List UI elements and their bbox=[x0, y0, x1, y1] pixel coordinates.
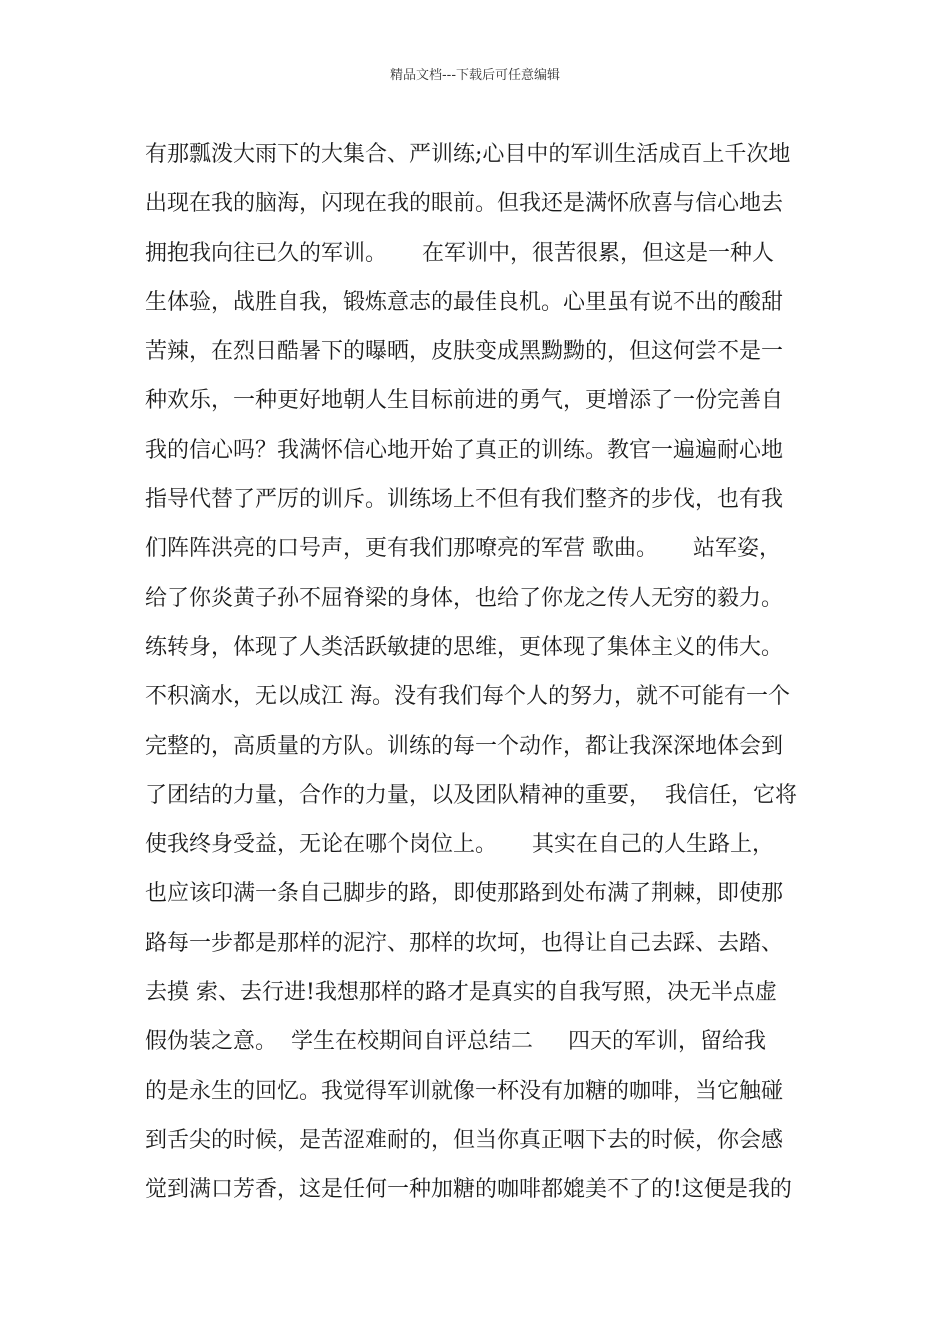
text-line: 指导代替了严厉的训斥。训练场上不但有我们整齐的步伐，也有我 bbox=[145, 487, 784, 513]
text-line: 完整的，高质量的方队。训练的每一个动作，都让我深深地体会到 bbox=[145, 733, 784, 759]
text-line: 我的信心吗？我满怀信心地开始了真正的训练。教官一遍遍耐心地 bbox=[145, 437, 784, 463]
text-line: 路每一步都是那样的泥泞、那样的坎坷，也得让自己去踩、去踏、 bbox=[145, 930, 784, 956]
text-line: 也应该印满一条自己脚步的路，即使那路到处布满了荆棘，即使那 bbox=[145, 881, 784, 907]
text-line: 出现在我的脑海，闪现在我的眼前。但我还是满怀欣喜与信心地去 bbox=[145, 191, 784, 217]
text-line: 们阵阵洪亮的口号声，更有我们那嘹亮的军营 歌曲。 站军姿， bbox=[145, 536, 781, 562]
text-line: 给了你炎黄子孙不屈脊梁的身体，也给了你龙之传人无穷的毅力。 bbox=[145, 585, 784, 611]
text-line: 有那瓢泼大雨下的大集合、严训练;心目中的军训生活成百上千次地 bbox=[145, 142, 791, 167]
text-line: 到舌尖的时候，是苦涩难耐的，但当你真正咽下去的时候，你会感 bbox=[145, 1127, 784, 1153]
document-body bbox=[145, 130, 825, 1215]
text-line: 苦辣，在烈日酷暑下的曝晒，皮肤变成黑黝黝的，但这何尝不是一 bbox=[145, 339, 784, 365]
text-line: 觉到满口芳香，这是任何一种加糖的咖啡都媲美不了的!这便是我的 bbox=[145, 1177, 792, 1203]
text-line: 的是永生的回忆。我觉得军训就像一杯没有加糖的咖啡，当它触碰 bbox=[145, 1078, 784, 1104]
text-line: 生体验，战胜自我，锻炼意志的最佳良机。心里虽有说不出的酸甜 bbox=[145, 289, 784, 315]
text-line: 种欢乐，一种更好地朝人生目标前进的勇气，更增添了一份完善自 bbox=[145, 388, 784, 414]
text-line: 练转身，体现了人类活跃敏捷的思维，更体现了集体主义的伟大。 bbox=[145, 634, 784, 660]
text-line: 了团结的力量，合作的力量，以及团队精神的重要， 我信任，它将 bbox=[145, 782, 797, 808]
text-line: 去摸 索、去行进!我想那样的路才是真实的自我写照，决无半点虚 bbox=[145, 980, 777, 1006]
text-line: 使我终身受益，无论在哪个岗位上。 其实在自己的人生路上， bbox=[145, 832, 774, 858]
text-line: 拥抱我向往已久的军训。 在军训中，很苦很累，但这是一种人 bbox=[145, 240, 774, 266]
text-line: 假伪装之意。 学生在校期间自评总结二 四天的军训，留给我 bbox=[145, 1029, 766, 1055]
page-header: 精品文档---下载后可任意编辑 bbox=[389, 68, 561, 83]
text-line: 不积滴水，无以成江 海。没有我们每个人的努力，就不可能有一个 bbox=[145, 684, 790, 710]
